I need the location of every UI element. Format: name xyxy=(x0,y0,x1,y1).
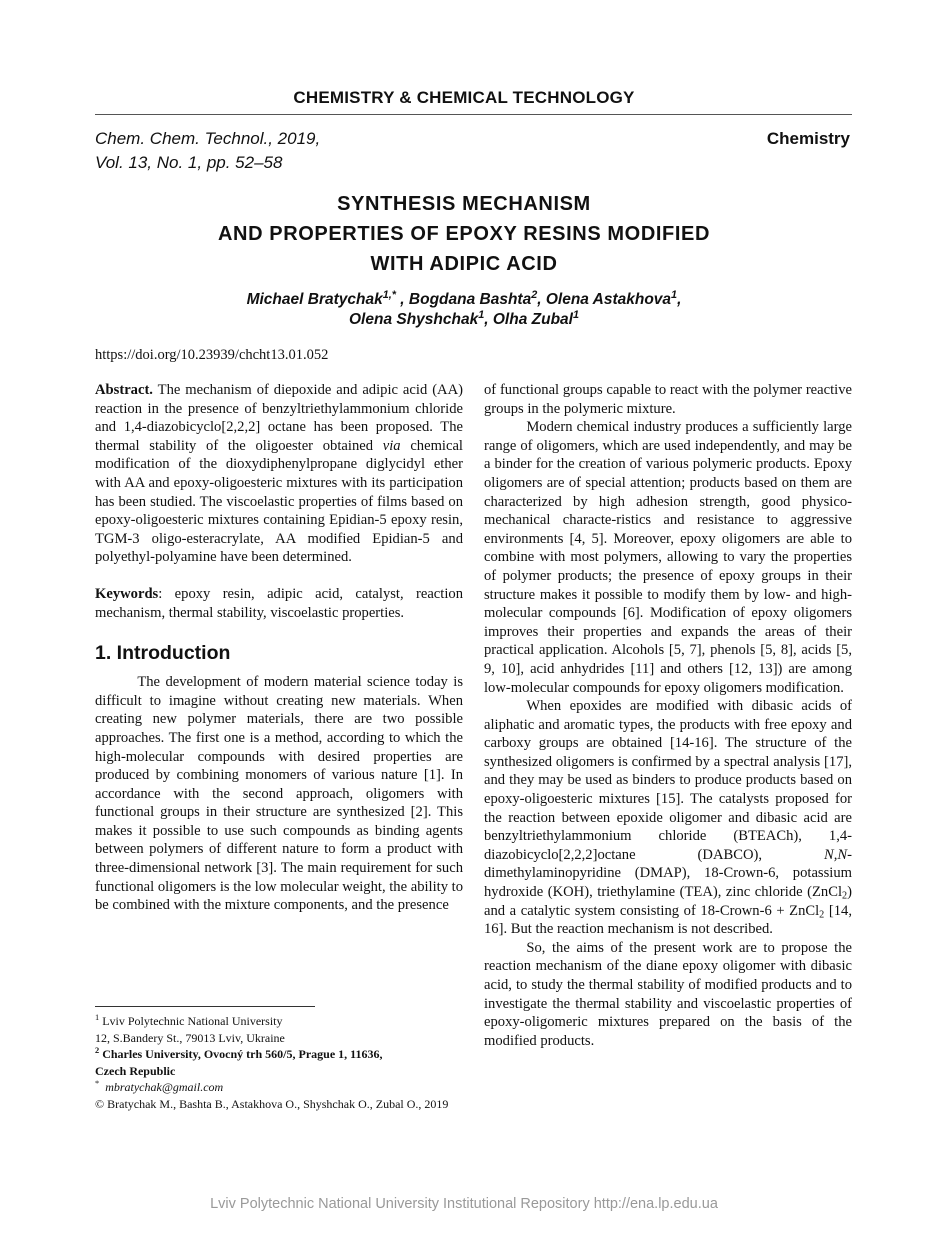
author-affiliation: 2 xyxy=(531,288,538,301)
text-run: -dimethylaminopyridine (DMAP), 18-Crown-6, potassium hydroxide (KOH), triethylamine (TEA), zinc chloride (ZnCl xyxy=(484,846,852,901)
separator: , xyxy=(677,291,682,308)
footnote-mark: 1 xyxy=(95,1013,100,1022)
author-affiliation: 1 xyxy=(478,308,485,321)
section-label: Chemistry xyxy=(766,129,850,148)
title-line-2: AND PROPERTIES OF EPOXY RESINS MODIFIED xyxy=(218,223,710,245)
corresponding-email[interactable]: mbratychak@gmail.com xyxy=(105,1080,224,1094)
doi-link[interactable]: https://doi.org/10.23939/chcht13.01.052 xyxy=(95,347,329,363)
text-run: chemical modification of the dioxydiphenylpropane diglycidyl ether with AA and epoxy-oligoesteric mixtures with its participation has been studied. The viscoelastic properties of films based on epoxy-oligoesteric mixtures containing Epidian-5 epoxy resin, TGM-3 oligo-esteracrylate, AA modified Epidian-5 and polyethyl-polyamine have been determined. xyxy=(95,437,463,566)
text-run: 2 xyxy=(819,909,825,921)
text-run: N,N xyxy=(824,846,848,863)
run-in-label: Keywords xyxy=(95,585,159,602)
text-run: ) and a catalytic system consisting of 18-Crown-6 + ZnCl xyxy=(484,884,852,919)
footnote-rule xyxy=(95,1006,315,1007)
left-column xyxy=(95,381,463,915)
repository-footer: Lviv Polytechnic National University Institutional Repository http://ena.lp.edu.ua xyxy=(210,1196,718,1212)
paragraph: Modern chemical industry produces a sufficiently large range of oligomers, which are used independently, and may be a binder for the creation of various polymeric products. Epoxy oligomers are of special attention; products based on them are characterized by high adhesion strength, good physico-mechanical characte-ristics and resistance to aggressive environments [4, 5]. Moreover, epoxy oligomers are able to combine with most polymers, allowing to vary the properties of polymer products; the presence of epoxy groups in their structure makes it possible to modify them by low- and high-molecular compounds [6]. Modification of epoxy oligomers improves their properties and expands the areas of their practical application. Alcohols [5, 7], phenols [5, 8], acids [5, 9, 10], acid anhydrides [11] and others [12, 13]) are among low-molecular compounds for epoxy oligomers modification. xyxy=(484,419,852,696)
journal-name: CHEMISTRY & CHEMICAL TECHNOLOGY xyxy=(293,88,635,107)
section-heading-introduction: 1. Introduction xyxy=(95,642,231,665)
text-run: : epoxy resin, adipic acid, catalyst, reaction mechanism, thermal stability, viscoelastic properties. xyxy=(95,585,463,621)
right-column xyxy=(484,381,852,1050)
affiliation-1-address: 12, S.Bandery St., 79013 Lviv, Ukraine xyxy=(95,1030,285,1045)
text-run: When epoxides are modified with dibasic acids of aliphatic and aromatic types, the products with free epoxy and carboxy groups are obtained [14-16]. The structure of the synthesized oligomers is confirmed by a spectral analysis [17], and they may be used as binders to produce products based on epoxy-oligoesteric mixtures [15]. The catalysts proposed for the reaction between epoxide oligomer and dibasic acid are benzyltriethylammonium chloride (BTEACh), 1,4-diazobicyclo[2,2,2]octane (DABCO), xyxy=(484,698,852,863)
article-title xyxy=(0,189,928,279)
paragraph: of functional groups capable to react with the polymer reactive groups in the polymeric mixture. xyxy=(484,382,852,417)
text-run: 2 xyxy=(842,890,848,902)
author-list xyxy=(0,290,928,330)
footnotes xyxy=(95,1006,475,1112)
paragraph xyxy=(484,697,852,939)
author-name: Michael Bratychak xyxy=(246,291,383,308)
author-name: , Bogdana Bashta xyxy=(395,291,532,308)
paragraph: So, the aims of the present work are to propose the reaction mechanism of the diane epoxy oligomer with dibasic acid, to study the thermal stability of modified products and to investigate the thermal stability and viscoelastic properties of epoxy-oligomeric mixtures prepared on the basis of the modified products. xyxy=(484,939,852,1049)
text-run: via xyxy=(382,437,401,454)
run-in-label: Abstract. xyxy=(95,382,153,398)
paragraph: The development of modern material science today is difficult to imagine without creating new materials. When creating new polymer materials, there are two possible approaches. The first one is a method, according to which the high-molecular compounds with desired properties are produced by combining monomers of various nature [1]. In accordance with the second approach, oligomers with functional groups in their structure are synthesized [2]. This makes it possible to use such compounds as binding agents between polymers of different nature to form a product with three-dimensional network [3]. The main requirement for such functional oligomers is the low molecular weight, the ability to be combined with the mixture components, and the presence xyxy=(95,674,464,914)
text-run: [14, 16]. But the reaction mechanism is not described. xyxy=(484,902,852,938)
citation xyxy=(95,127,320,175)
affiliation-2-country: Czech Republic xyxy=(95,1063,176,1078)
author-affiliation: 1 xyxy=(671,288,678,301)
title-line-1: SYNTHESIS MECHANISM xyxy=(337,193,591,215)
copyright: © Bratychak M., Bashta B., Astakhova O., Shyshchak O., Zubal O., 2019 xyxy=(95,1096,449,1111)
footnote-mark: * xyxy=(95,1079,100,1088)
header-rule xyxy=(95,114,852,115)
citation-line-1: Chem. Chem. Technol., 2019, xyxy=(95,129,321,148)
author-affiliation: 1 xyxy=(572,308,579,321)
author-name: , Olha Zubal xyxy=(484,311,573,328)
affiliation-1: Lviv Polytechnic National University xyxy=(102,1014,283,1028)
title-line-3: WITH ADIPIC ACID xyxy=(370,253,558,275)
abstract xyxy=(95,381,463,567)
text-run: The mechanism of diepoxide and adipic acid (AA) reaction in the presence of benzyltriethylammonium chloride and 1,4-diazobicyclo[2,2,2] octane has been proposed. The thermal stability of the oligoester obtained xyxy=(95,382,463,454)
author-name: , Olena Astakhova xyxy=(537,291,672,308)
citation-line-2: Vol. 13, No. 1, pp. 52–58 xyxy=(95,153,283,172)
author-affiliation: 1,* xyxy=(382,288,396,301)
author-name: Olena Shyshchak xyxy=(349,311,479,328)
affiliation-2: Charles University, Ovocný trh 560/5, Prague 1, 11636, xyxy=(102,1047,383,1061)
keywords xyxy=(95,585,463,622)
footnote-mark: 2 xyxy=(95,1046,100,1055)
